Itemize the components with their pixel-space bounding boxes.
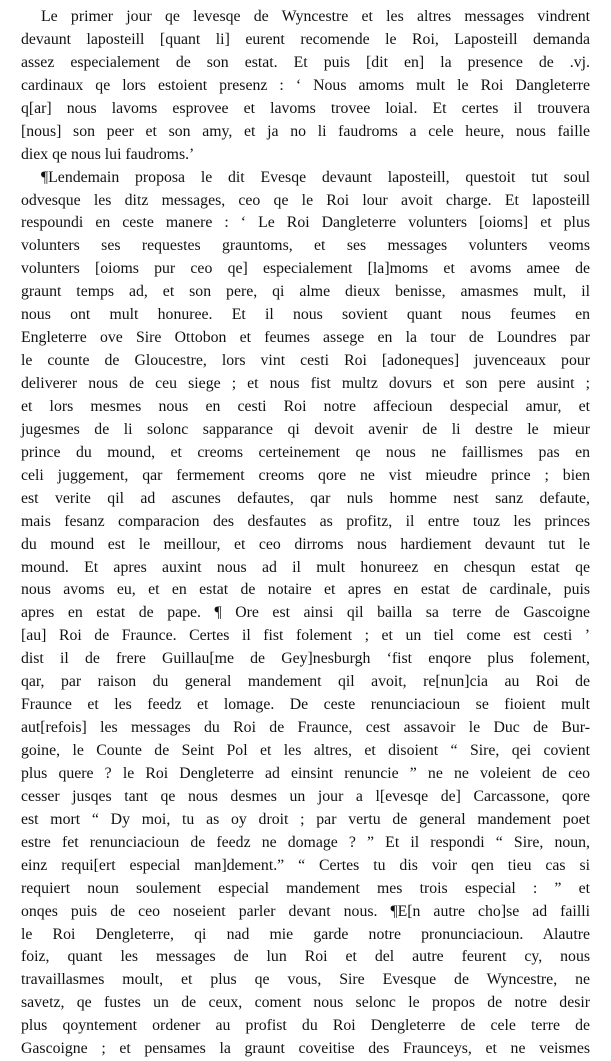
text-line: le counte de Gloucestre, lors vint cesti Roi [adoneques] juvenceaux pour [21,352,590,370]
text-line: requiert noun soulement especial mandement mes trois especial : ” et [21,879,590,897]
text-line: est mort “ Dy moi, tu as oy droit ; par vertu de general mandement poet [21,810,590,828]
text-line: du mound est le meillour, et ceo dirroms nous hardiement devaunt tut le [21,535,590,553]
text-line: assez especialement de son estat. Et puis [dit en] la presence de .vj. [21,53,590,71]
text-line: Gascoigne ; et pensames la graunt coveitise des Frаunceys, et ne veismes [21,1040,590,1058]
text-line: estre fet renunciacioun de feedz ne domage ? ” Et il respondi “ Sire, noun, [21,833,590,851]
text-line: celi juggement, qar fermement creoms qore ne vist mieudre prince ; bien [21,466,590,484]
text-line: deliverer nous de ceu siege ; et nous fist multz dovurs et son pere ausint ; [21,375,590,392]
text-line: Fraunce et les feedz et lomage. De ceste renunciacioun se fioient mult [21,696,590,714]
text-line: nous ont mult honuree. Et il nous sovient quant nous feumes en [21,306,590,324]
text-line: aut[refois] les messages du Roi de Fraunce, cest assavoir le Duc de Bur- [21,719,590,737]
text-line: devaunt laposteill [quant li] eurent recomende le Roi, Laposteill demanda [21,30,590,48]
text-line: foiz, quant les messages de lun Roi et del autre feurent cy, nous [21,948,590,966]
text-line: travaillasmes moult, et plus qe vous, Sire Evesque de Wyncestre, ne [21,971,590,989]
text-line: volunters [oioms pur ceo qe] especialement [la]moms et avoms amee de [21,260,590,278]
text-line: [nous] son peer et son amy, et ja no li faudroms a cele heure, nous faille [21,122,590,140]
text-line: jugesmes de li solonc sapparance qi devoit avenir de li destre le mieur [21,420,590,438]
text-line: nous avoms eu, et en estat de notaire et apres en estat de cardinale, puis [21,581,590,599]
text-line: et lors mesmes nous en cesti Roi notre affecioun despecial amur, et [21,397,590,415]
text-line: ¶Lendemain proposa le dit Evesqe devaunt laposteill, questoit tut soul [41,168,590,186]
text-line: volunters ses requestes grauntoms, et ses messages volunters veoms [21,237,590,255]
paragraph [21,6,590,167]
paragraph [21,167,590,1061]
text-line: Engleterre ove Sire Ottobon et feumes assege en la tour de Loundres par [21,329,590,347]
text-line: prince du mound, et creoms certeinement qe nous ne faillismes pas en [21,443,590,461]
text-line: [au] Roi de Fraunce. Certes il fist folement ; et un tiel come est cesti ’ [21,627,590,645]
text-line: graunt temps ad, et son pere, qi alme dieux benisse, amasmes mult, il [21,283,590,301]
text-line: odvesque les ditz messages, ceo qe le Roi lour avoit charge. Et laposteill [21,191,590,209]
text-line: diex qe nous lui faudroms.’ [21,145,195,163]
text-line: dist il de frere Guillau[me de Gey]nesburgh ‘fist enqore plus folement, [21,650,590,668]
text-line: plus quere ? le Roi Dengleterre ad einsint renuncie ” ne ne voleient de ceo [21,764,590,782]
text-line: goine, le Counte de Seint Pol et les altres, et disoient “ Sire, qei covient [21,742,590,759]
text-line: Le primer jour qe levesqe de Wyncestre et les altres messages vindrent [41,8,590,25]
text-line: est verite qil ad ascunes defautes, qar nuls homme nest sanz defaute, [21,489,590,507]
text-line: q[ar] nous lavoms esprovee et lavoms trovee loial. Et certes il trouvera [21,99,590,117]
text-line: savetz, qe fustes un de ceux, coment nous selonc le propos de notre desir [21,994,590,1012]
text-line: apres en estat de pape. ¶ Ore est ainsi qil bailla sa terre de Gascoigne [21,604,590,622]
text-line: onqes puis de ceo noseient parler devant nous. ¶E[n autre cho]se ad failli [21,902,590,920]
text-line: einz requi[ert especial man]dement.” “ Certes tu dis voir qen tieu cas si [21,856,590,874]
text-line: cardinaux qe lors estoient presenz : ‘ Nous amoms mult le Roi Dangleterre [21,76,590,94]
text-line: cesser jusqes tant qe nous desmes un jour a l[evesqe de] Carcassone, qore [21,787,590,805]
text-line: qar, par raison du general mandement qil avoit, re[nun]cia au Roi de [21,673,590,691]
text-line: respoundi en ceste manere : ‘ Le Roi Dangleterre volunters [oioms] et plus [21,214,590,232]
text-line: le Roi Dengleterre, qi nad mie garde notre pronunciacioun. Alautre [21,925,590,943]
text-line: mound. Et apres auxint nous ad il mult honureez en chesqun estat qe [21,558,590,576]
text-line: plus qoyntement ordener au profist du Roi Dengleterre de cele terre de [21,1017,590,1035]
text-line: mais fesanz comparacion des desfautes as profitz, il entre touz les princes [21,512,590,530]
